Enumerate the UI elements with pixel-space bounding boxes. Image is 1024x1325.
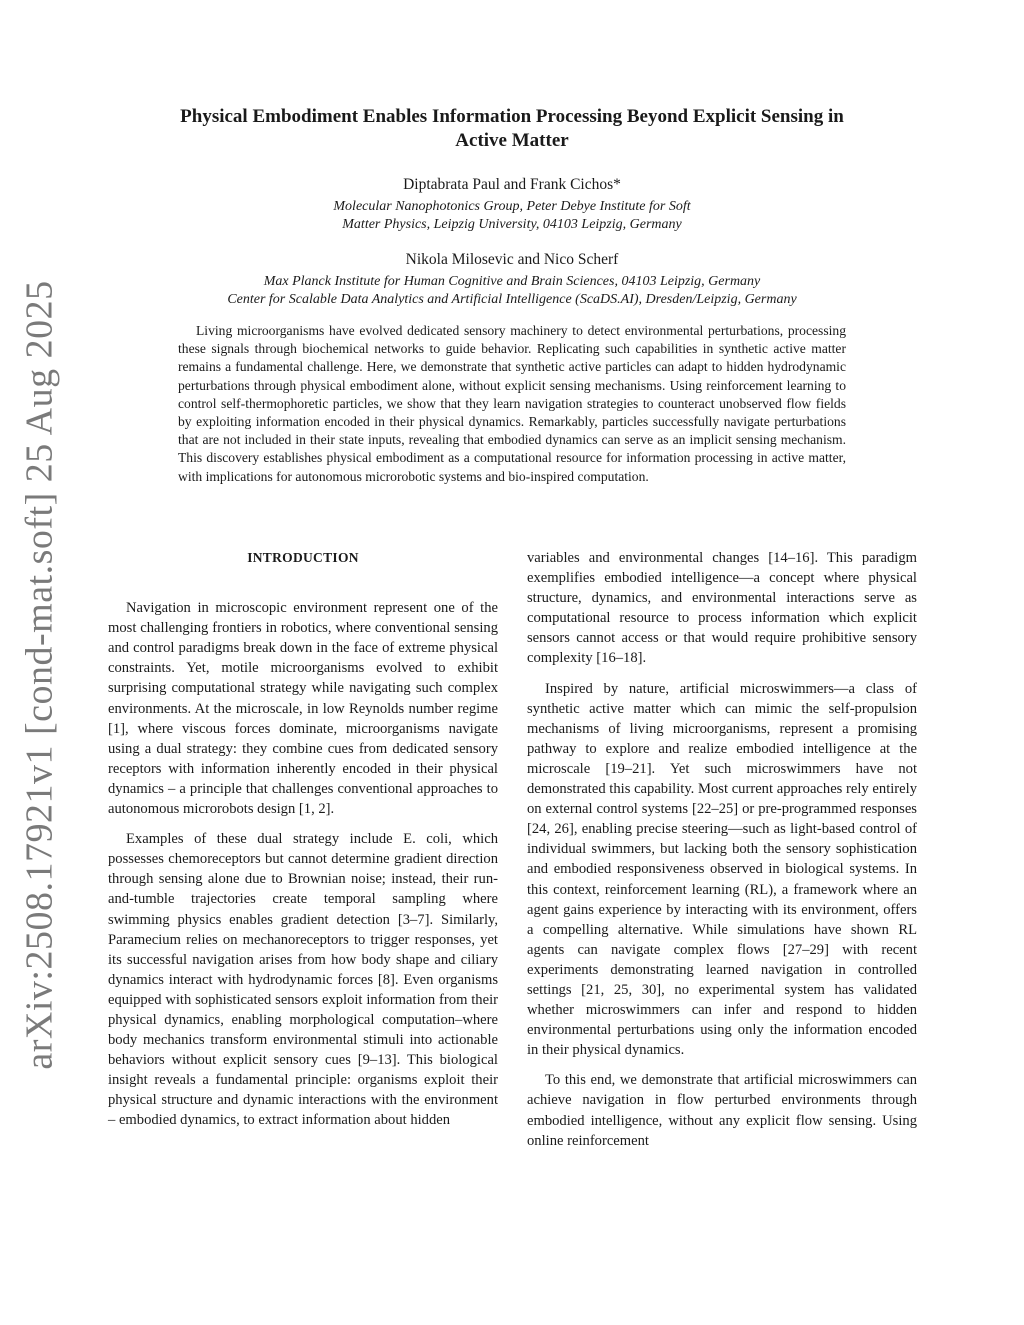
affiliation-1-line-2: Matter Physics, Leipzig University, 04103 Leipzig, Germany (342, 217, 682, 232)
author-block-1 (110, 176, 914, 234)
author-names-1: Diptabrata Paul and Frank Cichos* (403, 176, 621, 193)
paragraph-continuation: variables and environmental changes [14–16]. This paradigm exemplifies embodied intelligence—a concept where physical structure, dynamics, and environmental interactions serve as computational resource to process information which explicit sensors cannot access or that would require prohibitive sensory complexity [16–18]. (527, 550, 917, 667)
paper-title-line-1: Physical Embodiment Enables Information Processing Beyond Explicit Sensing in (180, 106, 844, 127)
paragraph: Examples of these dual strategy include E. coli, which possesses chemoreceptors but cannot determine gradient direction through sensing alone due to Brownian noise; instead, their run-and-tumble trajectories create temporal sampling where swimming physics enables gradient detection [3–7]. Similarly, Paramecium relies on mechanoreceptors to trigger responses, yet its successful navigation arises from how body shape and ciliary dynamics interact with hydrodynamic forces [8]. Even organisms equipped with sophisticated sensors exploit information from their physical dynamics, enabling morphological computation–where body mechanics transform environmental stimuli into actionable behaviors without explicit sensory cues [9–13]. This biological insight reveals a fundamental principle: organisms exploit their physical structure and dynamic interactions with the environment – embodied dynamics, to extract information about hidden (108, 831, 498, 1129)
right-column (527, 548, 917, 1161)
section-heading-introduction: INTRODUCTION (247, 550, 359, 565)
author-block-2 (110, 251, 914, 309)
abstract: Living microorganisms have evolved dedicated sensory machinery to detect environmental perturbations, processing these signals through biochemical networks to guide behavior. Replicating such capabilities in synthetic active matter remains a fundamental challenge. Here, we demonstrate that synthetic active particles can adapt to hidden hydrodynamic perturbations through physical embodiment alone, without explicit sensing mechanisms. Using reinforcement learning to control self-thermophoretic particles, we show that they learn navigation strategies to counteract unobserved flow fields by exploiting information encoded in their physical dynamics. Remarkably, particles successfully navigate perturbations that are not included in their state inputs, revealing that embodied dynamics can serve as an implicit sensing mechanism. This discovery establishes physical embodiment as a computational resource for information processing in active matter, with implications for autonomous microrobotic systems and bio-inspired computation. (178, 323, 846, 484)
author-names-2: Nikola Milosevic and Nico Scherf (405, 251, 619, 268)
left-column (108, 548, 498, 1141)
paragraph: To this end, we demonstrate that artificial microswimmers can achieve navigation in flow perturbed environments through embodied intelligence, without any explicit flow sensing. Using online reinforcement (527, 1072, 917, 1149)
paragraph: Navigation in microscopic environment represent one of the most challenging frontiers in robotics, where conventional sensing and control paradigms break down in the face of extreme physical constraints. Yet, motile microorganisms evolved to exhibit surprising computational strategy while navigating such complex environments. At the microscale, in low Reynolds number regime [1], where viscous forces dominate, microorganisms navigate using a dual strategy: they combine cues from dedicated sensory receptors with information inherently encoded in their physical dynamics – a principle that challenges conventional approaches to autonomous microrobots design [1, 2]. (108, 600, 498, 818)
paper-title-line-2: Active Matter (455, 130, 569, 151)
arxiv-identifier-stamp (14, 280, 66, 1070)
affiliation-1-line-1: Molecular Nanophotonics Group, Peter Debye Institute for Soft (333, 199, 691, 214)
paper-title (100, 105, 924, 153)
arxiv-identifier-text: arXiv:2508.17921v1 [cond-mat.soft] 25 Aug 2025 (19, 280, 62, 1070)
affiliation-2-line-1: Max Planck Institute for Human Cognitive and Brain Sciences, 04103 Leipzig, Germany (263, 274, 761, 289)
paragraph: Inspired by nature, artificial microswimmers—a class of synthetic active matter which can mimic the self-propulsion mechanisms of living microorganisms, represent a promising pathway to explore and realize embodied intelligence at the microscale [19–21]. Yet such microswimmers have not demonstrated this capability. Most current approaches rely entirely on external control systems [22–25] or pre-programmed responses [24, 26], enabling precise steering—such as light-based control of individual swimmers, but lacking both the sensory sophistication and embodied responsiveness observed in biological systems. In this context, reinforcement learning (RL), a framework where an agent gains experience by interacting with its environment, offers a compelling alternative. While simulations have shown RL agents can navigate complex flows [27–29] with recent experiments demonstrating learned navigation in controlled settings [21, 25, 30], no experimental system has validated whether microswimmers can infer and respond to hidden environmental perturbations using only the information encoded in their physical dynamics. (527, 680, 917, 1059)
affiliation-2-line-2: Center for Scalable Data Analytics and Artificial Intelligence (ScaDS.AI), Dresden/Leipzig, Germany (227, 292, 797, 307)
